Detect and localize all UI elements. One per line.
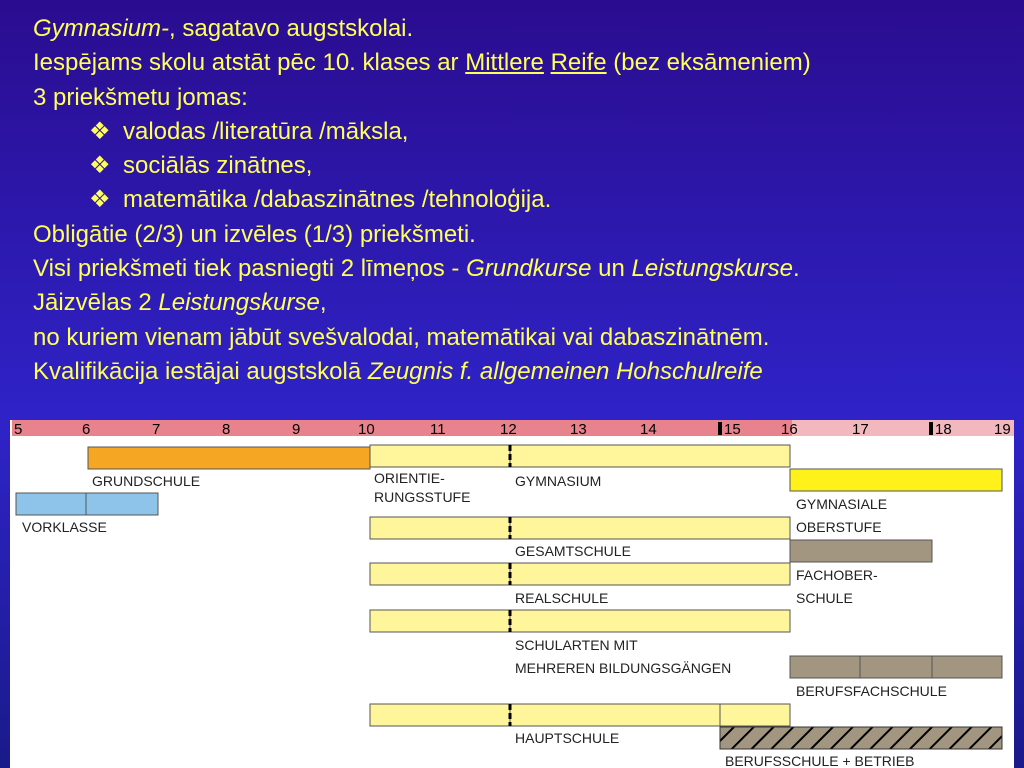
line-1-text: , sagatavo augstskolai.	[169, 15, 414, 42]
age-label: 13	[570, 421, 587, 438]
diamond-bullet-icon: ❖	[89, 152, 111, 180]
orientierung-label: ORIENTIE-	[374, 470, 445, 486]
berufsschule-label: BERUFSSCHULE + BETRIEB	[725, 753, 915, 768]
diagram-svg	[10, 420, 1014, 768]
schularten-label: SCHULARTEN MIT	[515, 637, 638, 653]
line-qualification	[33, 355, 1013, 389]
age-label: 19	[994, 421, 1011, 438]
age-label: 15	[724, 421, 741, 438]
diamond-bullet-icon: ❖	[89, 117, 111, 145]
line-mittlere-reife	[33, 46, 1013, 80]
berufsfachschule-bar	[790, 656, 860, 678]
leistungskurse-term: Leistungskurse	[631, 255, 793, 283]
line-9-end: ,	[319, 289, 327, 317]
line-requirement: no kuriem vienam jābūt svešvalodai, matemātikai vai dabaszinātnēm.	[33, 323, 770, 351]
age-bar-upper	[792, 420, 1014, 436]
bullet-item	[33, 115, 1013, 149]
fachoberschule-label: FACHOBER-	[796, 567, 878, 583]
realschule-bar	[510, 563, 790, 585]
line-2-end: (bez eksāmeniem)	[606, 49, 811, 77]
line-2-space	[544, 49, 551, 76]
line-obligatory: Obligātie (2/3) un izvēles (1/3) priekšmeti.	[33, 220, 476, 248]
line-8-mid: un	[591, 255, 632, 283]
line-subject-areas: 3 priekšmetu jomas:	[33, 83, 248, 111]
reife-link[interactable]: Reife	[550, 49, 607, 77]
line-8-end: .	[792, 255, 800, 283]
grundkurse-term: Grundkurse	[466, 255, 592, 283]
age-label: 6	[82, 421, 91, 438]
slide-text	[33, 12, 1013, 389]
schularten-orient-bar	[370, 610, 510, 632]
schularten-bar	[510, 610, 790, 632]
gymnasium-label: GYMNASIUM	[515, 473, 602, 489]
age-15-marker	[718, 422, 722, 435]
age-label: 17	[852, 421, 869, 438]
schularten-label: MEHREREN BILDUNGSGÄNGEN	[515, 660, 732, 676]
berufsfachschule-bar	[932, 656, 1002, 678]
bullet-item	[33, 183, 1013, 217]
age-label: 16	[781, 421, 798, 438]
realschule-label: REALSCHULE	[515, 590, 609, 606]
gesamtschule-orient-bar	[370, 517, 510, 539]
age-label: 12	[500, 421, 517, 438]
line-levels	[33, 252, 1013, 286]
berufsfachschule-label: BERUFSFACHSCHULE	[796, 683, 947, 699]
diamond-bullet-icon: ❖	[89, 186, 111, 214]
gymnasium-term: Gymnasium-	[33, 15, 170, 42]
school-system-diagram	[10, 420, 1014, 768]
hauptschule-orient-bar	[370, 704, 510, 726]
hauptschule-label: HAUPTSCHULE	[515, 730, 620, 746]
gymnasium-bar	[510, 445, 790, 467]
hauptschule-10-bar	[720, 704, 790, 726]
gym-oberstufe-label: OBERSTUFE	[796, 519, 882, 535]
fachoberschule-label: SCHULE	[796, 590, 853, 606]
berufsschule-bar	[720, 727, 1002, 749]
age-label: 18	[935, 421, 952, 438]
line-8-text: Visi priekšmeti tiek pasniegti 2 līmeņos -	[33, 255, 467, 283]
age-18-marker	[929, 422, 933, 435]
gesamtschule-label: GESAMTSCHULE	[515, 543, 631, 559]
line-choose	[33, 286, 1013, 320]
age-bar	[12, 420, 792, 436]
berufsfachschule-bar	[860, 656, 932, 678]
age-label: 10	[358, 421, 375, 438]
hauptschule-bar	[510, 704, 720, 726]
age-label: 8	[222, 421, 231, 438]
bullet-text: sociālās zinātnes,	[123, 152, 313, 180]
fachoberschule-bar	[790, 540, 932, 562]
grundschule-bar	[88, 447, 370, 469]
age-label: 9	[292, 421, 301, 438]
vorklasse-bar	[16, 493, 86, 515]
leistungskurse-term: Leistungskurse	[158, 289, 320, 317]
zeugnis-term: Zeugnis f. allgemeinen Hohschulreife	[367, 357, 763, 385]
line-2-text: Iespējams skolu atstāt pēc 10. klases ar	[33, 49, 466, 77]
grundschule-label: GRUNDSCHULE	[92, 473, 201, 489]
gesamtschule-bar	[510, 517, 790, 539]
line-11-text: Kvalifikācija iestājai augstskolā	[33, 357, 368, 385]
age-label: 14	[640, 421, 657, 438]
bullet-text: matemātika /dabaszinātnes /tehnoloģija.	[123, 186, 552, 214]
bullet-item	[33, 149, 1013, 183]
vorklasse-bar	[86, 493, 158, 515]
bullet-text: valodas /literatūra /māksla,	[123, 117, 409, 145]
orientierung-label: RUNGSSTUFE	[374, 489, 471, 505]
line-gymnasium	[33, 12, 1013, 46]
age-label: 5	[14, 421, 23, 438]
gym-oberstufe-bar	[790, 469, 1002, 491]
line-9-text: Jāizvēlas 2	[33, 289, 159, 317]
orientierung-bar	[370, 445, 510, 467]
mittlere-link[interactable]: Mittlere	[465, 49, 544, 77]
age-label: 11	[430, 421, 446, 438]
realschule-orient-bar	[370, 563, 510, 585]
age-label: 7	[152, 421, 161, 438]
gym-oberstufe-label: GYMNASIALE	[796, 496, 888, 512]
vorklasse-label: VORKLASSE	[22, 519, 107, 535]
